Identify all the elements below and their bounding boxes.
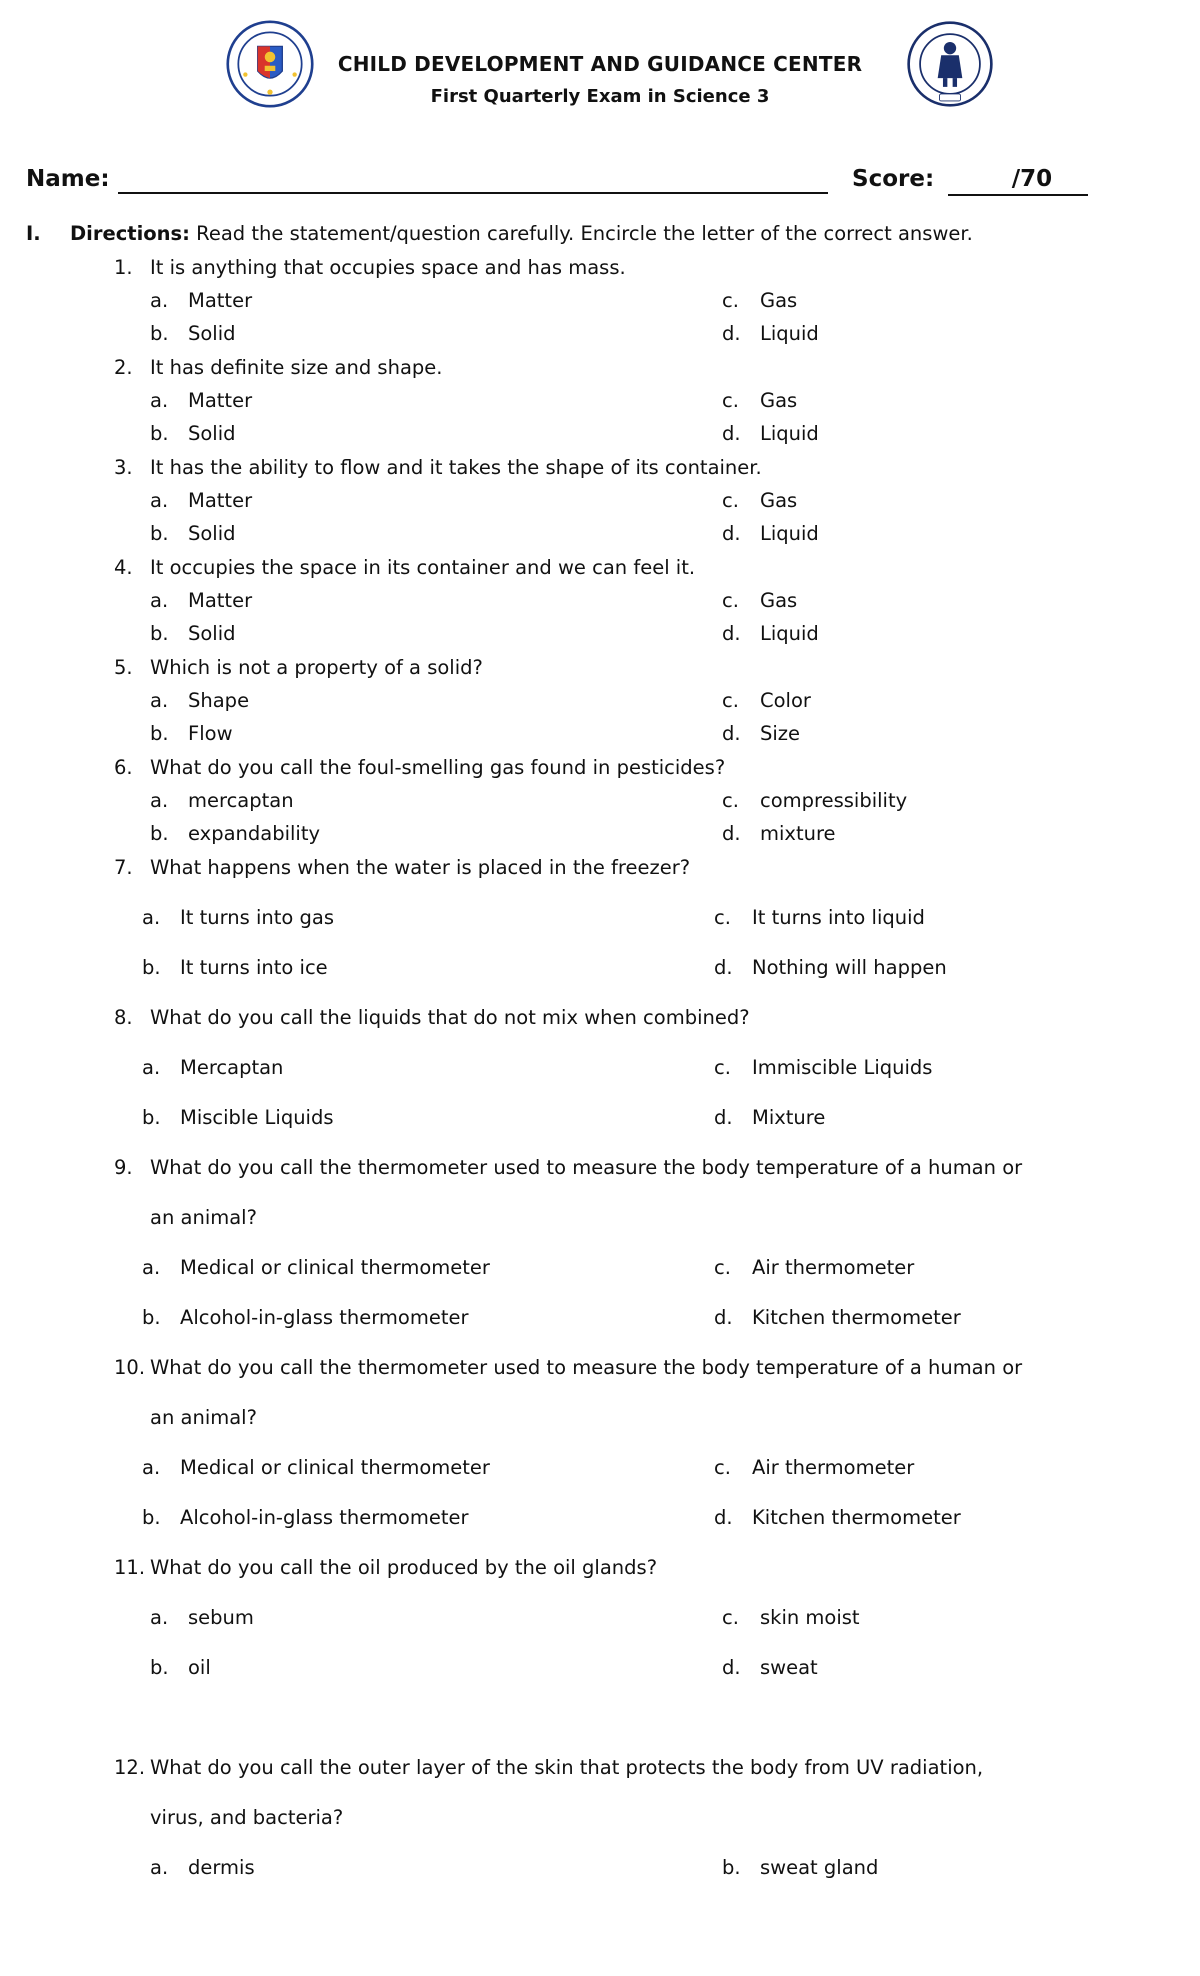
choice-d[interactable] [722, 622, 819, 645]
choice-b[interactable] [142, 956, 328, 979]
choice-letter: b. [722, 1856, 741, 1879]
question-number: 12. [114, 1756, 146, 1779]
choice-b[interactable] [150, 622, 236, 645]
choice-text: compressibility [760, 789, 908, 812]
choice-text: Size [760, 722, 801, 745]
choice-text: It turns into ice [180, 956, 328, 979]
choice-letter: c. [722, 789, 739, 812]
choice-c[interactable] [722, 389, 797, 412]
choice-letter: b. [150, 522, 169, 545]
choice-letter: b. [150, 822, 169, 845]
choice-letter: d. [714, 1306, 733, 1329]
score-label: Score: [852, 166, 935, 192]
choice-text: Color [760, 689, 811, 712]
choice-letter: a. [150, 789, 169, 812]
choice-text: Mercaptan [180, 1056, 284, 1079]
choice-letter: b. [142, 1506, 161, 1529]
choice-b[interactable] [150, 322, 236, 345]
question-number: 3. [114, 456, 133, 479]
choice-c[interactable] [714, 906, 925, 929]
choice-letter: c. [714, 1056, 731, 1079]
question-number: 1. [114, 256, 133, 279]
choice-letter: c. [722, 289, 739, 312]
score-blank [948, 166, 1088, 196]
choice-text: skin moist [760, 1606, 860, 1629]
choice-letter: b. [150, 622, 169, 645]
directions-text: Read the statement/question carefully. Encircle the letter of the correct answer. [196, 222, 973, 245]
question-number: 5. [114, 656, 133, 679]
choice-letter: c. [722, 1606, 739, 1629]
choice-text: Gas [760, 389, 798, 412]
choice-letter: b. [142, 1306, 161, 1329]
choice-c[interactable] [722, 789, 907, 812]
question-text-continuation: an animal? [150, 1406, 257, 1429]
choice-a[interactable] [150, 489, 252, 512]
question-text: What do you call the outer layer of the skin that protects the body from UV radiation, [150, 1756, 984, 1779]
question-text: What do you call the thermometer used to measure the body temperature of a human or [150, 1156, 1023, 1179]
question-number: 4. [114, 556, 133, 579]
choice-letter: a. [142, 906, 161, 929]
choice-c[interactable] [714, 1456, 914, 1479]
name-score-row [26, 166, 1176, 200]
choice-letter: c. [714, 1256, 731, 1279]
choice-text: Liquid [760, 422, 819, 445]
choice-a[interactable] [142, 906, 334, 929]
choice-a[interactable] [150, 789, 294, 812]
choice-letter: d. [722, 722, 741, 745]
choice-letter: d. [722, 822, 741, 845]
choice-text: Matter [188, 289, 253, 312]
choice-d[interactable] [722, 522, 819, 545]
choice-text: Air thermometer [752, 1256, 915, 1279]
choice-letter: a. [142, 1456, 161, 1479]
choice-text: Miscible Liquids [180, 1106, 334, 1129]
choice-letter: a. [150, 589, 169, 612]
choice-d[interactable] [722, 422, 819, 445]
choice-letter: d. [714, 956, 733, 979]
choice-b[interactable] [150, 522, 236, 545]
choice-b[interactable] [142, 1506, 468, 1529]
choice-text: It turns into gas [180, 906, 335, 929]
choice-b[interactable] [150, 1656, 211, 1679]
score-total: /70 [1011, 166, 1053, 192]
choice-letter: b. [150, 422, 169, 445]
choice-a[interactable] [142, 1056, 283, 1079]
choice-text: sebum [188, 1606, 254, 1629]
choice-text: Liquid [760, 322, 819, 345]
choice-d[interactable] [714, 1506, 961, 1529]
choice-letter: b. [150, 722, 169, 745]
choice-letter: d. [722, 622, 741, 645]
choice-letter: c. [714, 906, 731, 929]
choice-text: Medical or clinical thermometer [180, 1256, 490, 1279]
choice-letter: a. [150, 1606, 169, 1629]
choice-text: Gas [760, 289, 798, 312]
choice-text: Solid [188, 622, 236, 645]
question-text-continuation: virus, and bacteria? [150, 1806, 344, 1829]
question-text: What do you call the liquids that do not mix when combined? [150, 1006, 750, 1029]
choice-text: Medical or clinical thermometer [180, 1456, 490, 1479]
question-text: What do you call the thermometer used to measure the body temperature of a human or [150, 1356, 1023, 1379]
question-text: It is anything that occupies space and has mass. [150, 256, 626, 279]
exam-header [0, 0, 1200, 120]
choice-text: mercaptan [188, 789, 294, 812]
choice-text: Immiscible Liquids [752, 1056, 933, 1079]
question-text: It occupies the space in its container and we can feel it. [150, 556, 696, 579]
choice-b[interactable] [150, 822, 320, 845]
choice-text: It turns into liquid [752, 906, 925, 929]
choice-a[interactable] [150, 589, 252, 612]
choice-c[interactable] [722, 589, 797, 612]
choice-text: sweat gland [760, 1856, 879, 1879]
choice-letter: d. [722, 322, 741, 345]
choice-text: Air thermometer [752, 1456, 915, 1479]
choice-a[interactable] [150, 1606, 254, 1629]
choice-text: Mixture [752, 1106, 826, 1129]
choice-letter: d. [714, 1106, 733, 1129]
choice-b[interactable] [150, 722, 233, 745]
choice-letter: b. [142, 1106, 161, 1129]
part-number: I. [26, 222, 41, 245]
question-number: 7. [114, 856, 133, 879]
choice-d[interactable] [722, 322, 819, 345]
choice-text: Gas [760, 589, 798, 612]
choice-d[interactable] [722, 822, 836, 845]
choice-d[interactable] [722, 722, 800, 745]
question-number: 8. [114, 1006, 133, 1029]
exam-title: First Quarterly Exam in Science 3 [430, 86, 770, 107]
choice-letter: a. [150, 289, 169, 312]
choice-letter: a. [150, 489, 169, 512]
choice-letter: c. [722, 389, 739, 412]
choice-text: Matter [188, 389, 253, 412]
choice-a[interactable] [150, 389, 252, 412]
choice-c[interactable] [722, 489, 797, 512]
name-label: Name: [26, 166, 110, 192]
directions [26, 222, 973, 245]
choice-b[interactable] [722, 1856, 878, 1879]
question-text: What happens when the water is placed in the freezer? [150, 856, 691, 879]
name-blank-line [118, 192, 828, 194]
choice-d[interactable] [714, 956, 947, 979]
directions-label: Directions: [70, 222, 190, 245]
choice-text: Shape [188, 689, 250, 712]
choice-b[interactable] [142, 1106, 334, 1129]
choice-c[interactable] [722, 289, 797, 312]
choice-a[interactable] [150, 1856, 255, 1879]
choice-text: mixture [760, 822, 836, 845]
choice-text: Kitchen thermometer [752, 1306, 961, 1329]
choice-d[interactable] [714, 1306, 961, 1329]
choice-letter: b. [150, 1656, 169, 1679]
choice-text: Nothing will happen [752, 956, 947, 979]
choice-letter: c. [722, 589, 739, 612]
choice-text: Matter [188, 489, 253, 512]
question-number: 6. [114, 756, 133, 779]
question-text: What do you call the foul-smelling gas found in pesticides? [150, 756, 726, 779]
choice-letter: c. [722, 489, 739, 512]
question-text: Which is not a property of a solid? [150, 656, 483, 679]
question-number: 9. [114, 1156, 133, 1179]
choice-letter: c. [714, 1456, 731, 1479]
choice-text: Alcohol-in-glass thermometer [180, 1306, 469, 1329]
choice-text: Solid [188, 522, 236, 545]
choice-letter: a. [150, 389, 169, 412]
choice-letter: b. [142, 956, 161, 979]
question-text: What do you call the oil produced by the oil glands? [150, 1556, 658, 1579]
question-number: 2. [114, 356, 133, 379]
choice-text: expandability [188, 822, 321, 845]
choice-letter: a. [150, 1856, 169, 1879]
choice-text: Liquid [760, 622, 819, 645]
choice-a[interactable] [142, 1256, 490, 1279]
choice-c[interactable] [714, 1256, 914, 1279]
choice-text: Kitchen thermometer [752, 1506, 961, 1529]
choice-b[interactable] [142, 1306, 468, 1329]
question-text-continuation: an animal? [150, 1206, 257, 1229]
choice-b[interactable] [150, 422, 236, 445]
choice-letter: a. [150, 689, 169, 712]
choice-letter: d. [722, 522, 741, 545]
question-text: It has definite size and shape. [150, 356, 443, 379]
question-number: 11. [114, 1556, 146, 1579]
choice-letter: d. [714, 1506, 733, 1529]
choice-c[interactable] [714, 1056, 932, 1079]
choice-text: dermis [188, 1856, 255, 1879]
choice-letter: a. [142, 1256, 161, 1279]
question-number: 10. [114, 1356, 146, 1379]
school-name: CHILD DEVELOPMENT AND GUIDANCE CENTER [337, 52, 863, 76]
choice-text: Alcohol-in-glass thermometer [180, 1506, 469, 1529]
choice-text: Matter [188, 589, 253, 612]
choice-text: oil [188, 1656, 211, 1679]
choice-text: Gas [760, 489, 798, 512]
choice-d[interactable] [722, 1656, 818, 1679]
choice-letter: d. [722, 1656, 741, 1679]
choice-letter: b. [150, 322, 169, 345]
choice-letter: d. [722, 422, 741, 445]
choice-c[interactable] [722, 689, 811, 712]
choice-a[interactable] [150, 289, 252, 312]
choice-letter: c. [722, 689, 739, 712]
choice-text: Flow [188, 722, 233, 745]
question-text: It has the ability to flow and it takes the shape of its container. [150, 456, 762, 479]
choice-text: sweat [760, 1656, 818, 1679]
choice-a[interactable] [142, 1456, 490, 1479]
choice-text: Solid [188, 322, 236, 345]
choice-letter: a. [142, 1056, 161, 1079]
choice-text: Liquid [760, 522, 819, 545]
choice-c[interactable] [722, 1606, 860, 1629]
choice-a[interactable] [150, 689, 249, 712]
choice-text: Solid [188, 422, 236, 445]
choice-d[interactable] [714, 1106, 825, 1129]
